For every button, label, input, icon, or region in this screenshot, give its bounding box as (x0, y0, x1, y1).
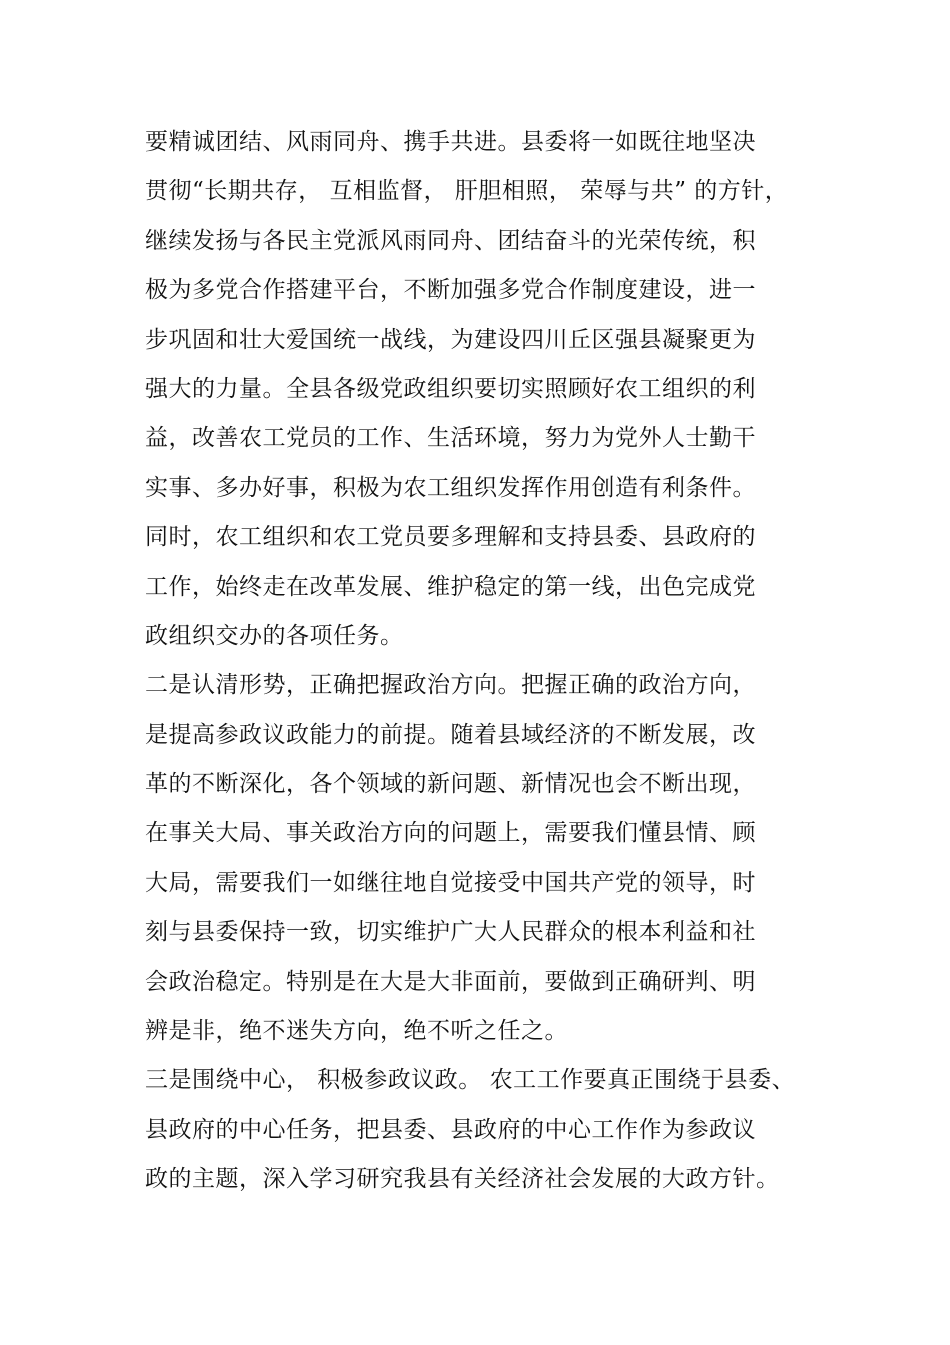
text-line: 辨是非，绝不迷失方向，绝不听之任之。 (145, 1018, 568, 1045)
text-line: 是提高参政议政能力的前提。随着县域经济的不断发展，改 (145, 721, 756, 748)
text-line: 强大的力量。全县各级党政组织要切实照顾好农工组织的利 (145, 375, 756, 402)
text-line: 同时，农工组织和农工党员要多理解和支持县委、县政府的 (145, 524, 756, 551)
text-line: 县政府的中心任务，把县委、县政府的中心工作作为参政议 (145, 1116, 756, 1143)
text-line: 在事关大局、事关政治方向的问题上，需要我们懂县情、顾 (145, 820, 756, 847)
text-line: 益，改善农工党员的工作、生活环境，努力为党外人士勤干 (145, 425, 756, 452)
text-line: 政组织交办的各项任务。 (145, 622, 404, 649)
text-line: 贯彻“长期共存， 互相监督， 肝胆相照， 荣辱与共” 的方针， (145, 178, 789, 205)
body-text (145, 118, 805, 1205)
text-line: 步巩固和壮大爱国统一战线，为建设四川丘区强县凝聚更为 (145, 326, 756, 353)
text-line: 刻与县委保持一致，切实维护广大人民群众的根本利益和社 (145, 919, 756, 946)
text-line: 会政治稳定。特别是在大是大非面前，要做到正确研判、明 (145, 968, 756, 995)
text-line: 三是围绕中心， 积极参政议政。 农工工作要真正围绕于县委、 (145, 1067, 796, 1094)
text-line: 继续发扬与各民主党派风雨同舟、团结奋斗的光荣传统，积 (145, 227, 756, 254)
text-line: 革的不断深化，各个领域的新问题、新情况也会不断出现， (145, 771, 756, 798)
text-line: 实事、多办好事，积极为农工组织发挥作用创造有利条件。 (145, 474, 756, 501)
text-line: 政的主题，深入学习研究我县有关经济社会发展的大政方针。 (145, 1166, 780, 1193)
text-line: 工作，始终走在改革发展、维护稳定的第一线，出色完成党 (145, 573, 756, 600)
text-line: 二是认清形势，正确把握政治方向。把握正确的政治方向， (145, 672, 756, 699)
text-line: 极为多党合作搭建平台，不断加强多党合作制度建设，进一 (145, 277, 756, 304)
text-line: 要精诚团结、风雨同舟、携手共进。县委将一如既往地坚决 (145, 129, 756, 155)
text-line: 大局，需要我们一如继往地自觉接受中国共产党的领导，时 (145, 869, 756, 896)
